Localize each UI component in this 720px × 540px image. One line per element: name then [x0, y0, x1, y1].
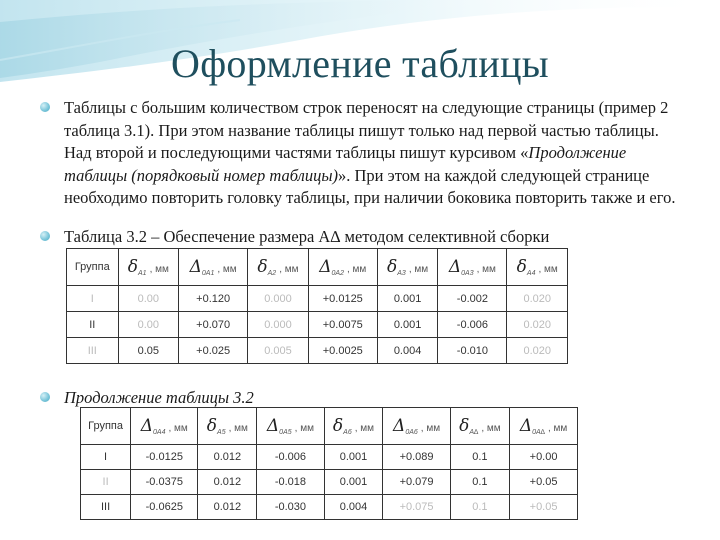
group-cell: I	[67, 286, 119, 312]
table-cell: 0.00	[118, 312, 179, 338]
table-cell: +0.0125	[308, 286, 377, 312]
table-header-row	[67, 249, 568, 286]
table-cell: -0.018	[257, 470, 324, 495]
table-cell: +0.070	[179, 312, 248, 338]
table-cell: 0.05	[118, 338, 179, 364]
table-cell: +0.0025	[308, 338, 377, 364]
table-cell: +0.05	[510, 470, 578, 495]
table-row	[67, 312, 568, 338]
table-cell: 0.004	[377, 338, 438, 364]
table-cell: +0.0075	[308, 312, 377, 338]
table-cell: -0.0625	[131, 495, 198, 520]
table-cell: -0.030	[257, 495, 324, 520]
group-cell: II	[81, 470, 131, 495]
table-cell: 0.001	[324, 445, 383, 470]
header-cell: $\delta_{A2}$ , мм	[248, 249, 309, 286]
group-cell: III	[81, 495, 131, 520]
table-row	[81, 445, 578, 470]
table-3-2-continuation	[80, 407, 578, 520]
table-3-2	[66, 248, 568, 364]
table-cell: 0.1	[450, 470, 509, 495]
table-cell: 0.004	[324, 495, 383, 520]
table-cell: 0.005	[248, 338, 309, 364]
header-cell: $\delta_{A\Delta}$ , мм	[450, 408, 509, 445]
table-cell: +0.089	[383, 445, 450, 470]
table-row	[81, 470, 578, 495]
header-cell: $\Delta_{0A2}$ , мм	[308, 249, 377, 286]
table-cell: 0.020	[507, 312, 568, 338]
group-cell: I	[81, 445, 131, 470]
table-cell: -0.006	[438, 312, 507, 338]
group-cell: II	[67, 312, 119, 338]
table-cell: 0.000	[248, 286, 309, 312]
header-cell: $\delta_{A3}$ , мм	[377, 249, 438, 286]
bullet-icon	[40, 392, 50, 402]
table-cell: -0.002	[438, 286, 507, 312]
table-cell: 0.001	[324, 470, 383, 495]
header-group: Группа	[81, 408, 131, 445]
table-cell: +0.00	[510, 445, 578, 470]
table-cell: +0.079	[383, 470, 450, 495]
header-cell: $\delta_{A6}$ , мм	[324, 408, 383, 445]
table-cell: +0.120	[179, 286, 248, 312]
header-cell: $\Delta_{0A3}$ , мм	[438, 249, 507, 286]
header-cell: $\delta_{A1}$ , мм	[118, 249, 179, 286]
table-cell: 0.1	[450, 445, 509, 470]
table-cell: 0.012	[198, 470, 257, 495]
table-cell: -0.0125	[131, 445, 198, 470]
table-cell: 0.1	[450, 495, 509, 520]
bullet-item	[40, 97, 690, 210]
table-cell: 0.001	[377, 312, 438, 338]
group-cell: III	[67, 338, 119, 364]
table-cell: -0.006	[257, 445, 324, 470]
bullet-item	[40, 226, 690, 249]
header-cell: $\Delta_{0A\Delta}$ , мм	[510, 408, 578, 445]
table-header-row	[81, 408, 578, 445]
table-cell: -0.010	[438, 338, 507, 364]
header-cell: $\Delta_{0A5}$ , мм	[257, 408, 324, 445]
table-cell: 0.020	[507, 286, 568, 312]
table-row	[67, 286, 568, 312]
header-group: Группа	[67, 249, 119, 286]
table-cell: 0.00	[118, 286, 179, 312]
header-cell: $\Delta_{0A6}$ , мм	[383, 408, 450, 445]
bullet-icon	[40, 102, 50, 112]
table-continuation-caption: Продолжение таблицы 3.2	[64, 388, 254, 407]
table-cell: +0.075	[383, 495, 450, 520]
table-cell: +0.05	[510, 495, 578, 520]
table-cell: 0.001	[377, 286, 438, 312]
table-cell: +0.025	[179, 338, 248, 364]
table-row	[81, 495, 578, 520]
table-cell: 0.012	[198, 445, 257, 470]
table-cell: 0.000	[248, 312, 309, 338]
table-caption: Таблица 3.2 – Обеспечение размера А∆ методом селективной сборки	[64, 227, 550, 246]
header-cell: $\Delta_{0A1}$ , мм	[179, 249, 248, 286]
table-cell: 0.012	[198, 495, 257, 520]
table-row	[67, 338, 568, 364]
bullet-text: Таблицы с большим количеством строк переносят на следующие страницы (пример 2 таблица 3.1). При этом название таблицы пишут только над первой частью таблицы. Над второй и последующими частями таблицы пишут курсивом «Продолжение таблицы (порядковый номер таблицы)». При этом на каждой следующей странице необходимо повторить головку таблицы, при наличии боковика повторить также и его.	[64, 98, 676, 207]
bullet-icon	[40, 231, 50, 241]
table-cell: -0.0375	[131, 470, 198, 495]
header-cell: $\Delta_{0A4}$ , мм	[131, 408, 198, 445]
table-cell: 0.020	[507, 338, 568, 364]
header-cell: $\delta_{A5}$ , мм	[198, 408, 257, 445]
slide-title: Оформление таблицы	[171, 41, 549, 86]
header-cell: $\delta_{A4}$ , мм	[507, 249, 568, 286]
